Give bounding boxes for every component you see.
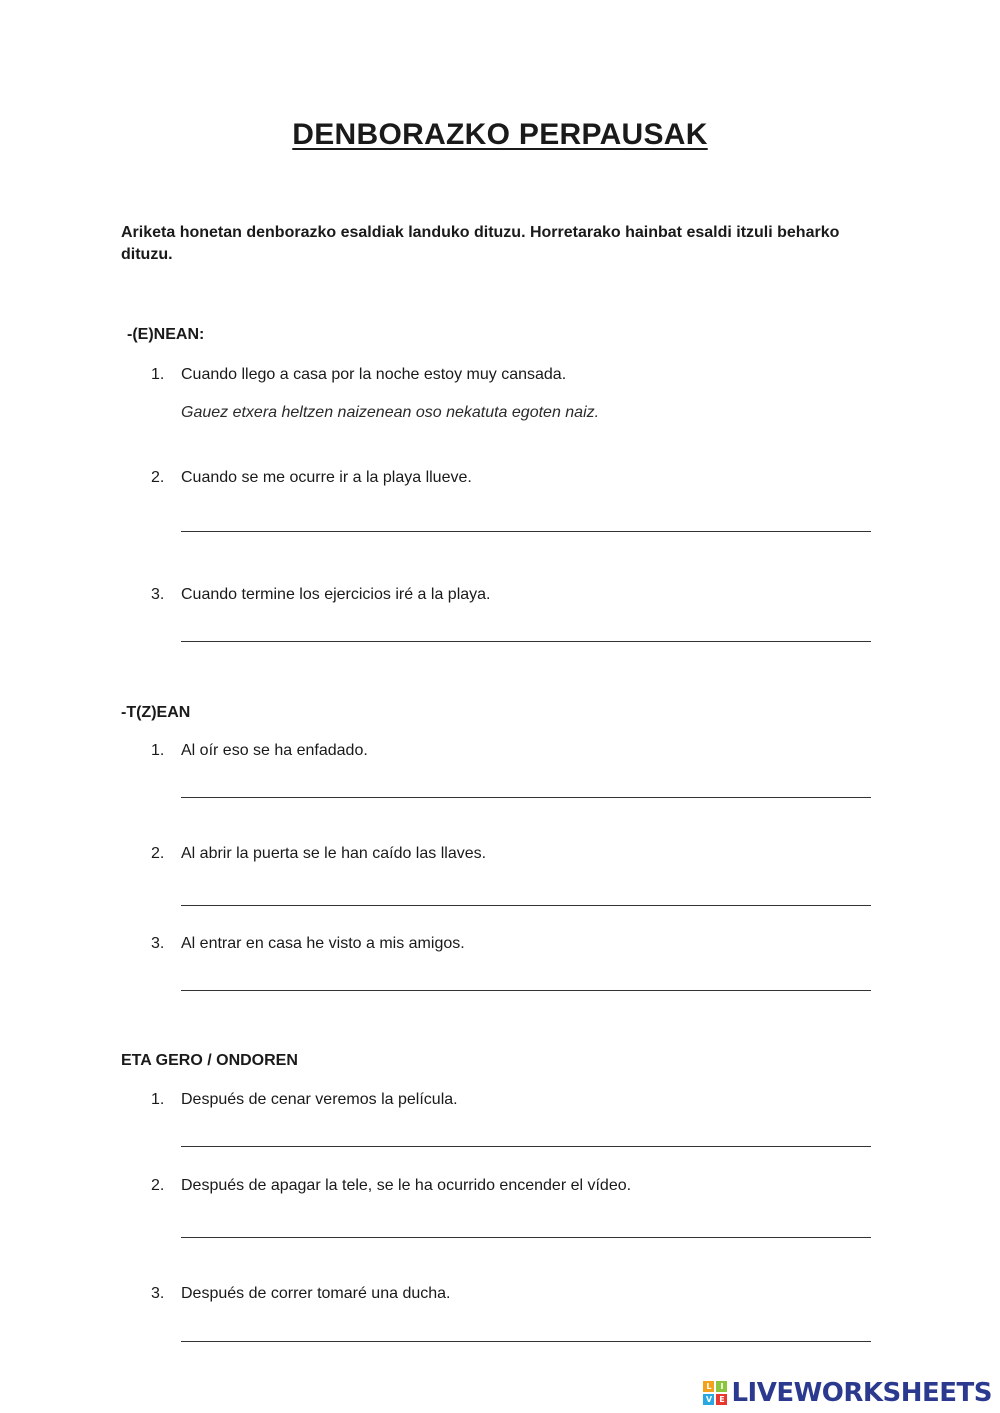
- logo-mark-icon: [703, 1381, 727, 1405]
- logo-mark-letter: E: [716, 1394, 727, 1405]
- answer-line[interactable]: [181, 531, 871, 532]
- instructions: Ariketa honetan denborazko esaldiak landuko dituzu. Horretarako hainbat esaldi itzuli beharko dituzu.: [121, 224, 840, 263]
- answer-line[interactable]: [181, 1341, 871, 1342]
- answer-line[interactable]: [181, 1146, 871, 1147]
- item-number: 2.: [151, 845, 165, 862]
- item-number: 2.: [151, 1177, 165, 1194]
- section-heading-enean: -(E)NEAN:: [127, 326, 205, 343]
- section-heading-eta-gero: ETA GERO / ONDOREN: [121, 1052, 298, 1069]
- sentence: Después de correr tomaré una ducha.: [181, 1285, 451, 1302]
- item-number: 3.: [151, 586, 165, 603]
- logo-mark-letter: V: [703, 1394, 714, 1405]
- sentence: Al abrir la puerta se le han caído las llaves.: [181, 845, 487, 862]
- item-number: 3.: [151, 935, 165, 952]
- logo-mark-letter: L: [703, 1381, 714, 1392]
- item-number: 1.: [151, 742, 165, 759]
- sentence: Al entrar en casa he visto a mis amigos.: [181, 935, 465, 952]
- item-number: 3.: [151, 1285, 165, 1302]
- item-number: 2.: [151, 469, 165, 486]
- sentence: Cuando llego a casa por la noche estoy muy cansada.: [181, 366, 567, 383]
- page-title: DENBORAZKO PERPAUSAK: [292, 118, 708, 151]
- answer-line[interactable]: [181, 641, 871, 642]
- example-answer: Gauez etxera heltzen naizenean oso nekatuta egoten naiz.: [181, 404, 600, 421]
- sentence: Cuando termine los ejercicios iré a la playa.: [181, 586, 491, 603]
- answer-line[interactable]: [181, 1237, 871, 1238]
- liveworksheets-logo: [703, 1378, 992, 1408]
- sentence: Al oír eso se ha enfadado.: [181, 742, 368, 759]
- logo-text: LIVEWORKSHEETS: [731, 1378, 992, 1408]
- sentence: Después de cenar veremos la película.: [181, 1091, 458, 1108]
- item-number: 1.: [151, 1091, 165, 1108]
- section-heading-tzean: -T(Z)EAN: [121, 704, 191, 721]
- logo-mark-letter: I: [716, 1381, 727, 1392]
- answer-line[interactable]: [181, 905, 871, 906]
- sentence: Después de apagar la tele, se le ha ocurrido encender el vídeo.: [181, 1177, 632, 1194]
- sentence: Cuando se me ocurre ir a la playa llueve.: [181, 469, 472, 486]
- answer-line[interactable]: [181, 797, 871, 798]
- answer-line[interactable]: [181, 990, 871, 991]
- item-number: 1.: [151, 366, 165, 383]
